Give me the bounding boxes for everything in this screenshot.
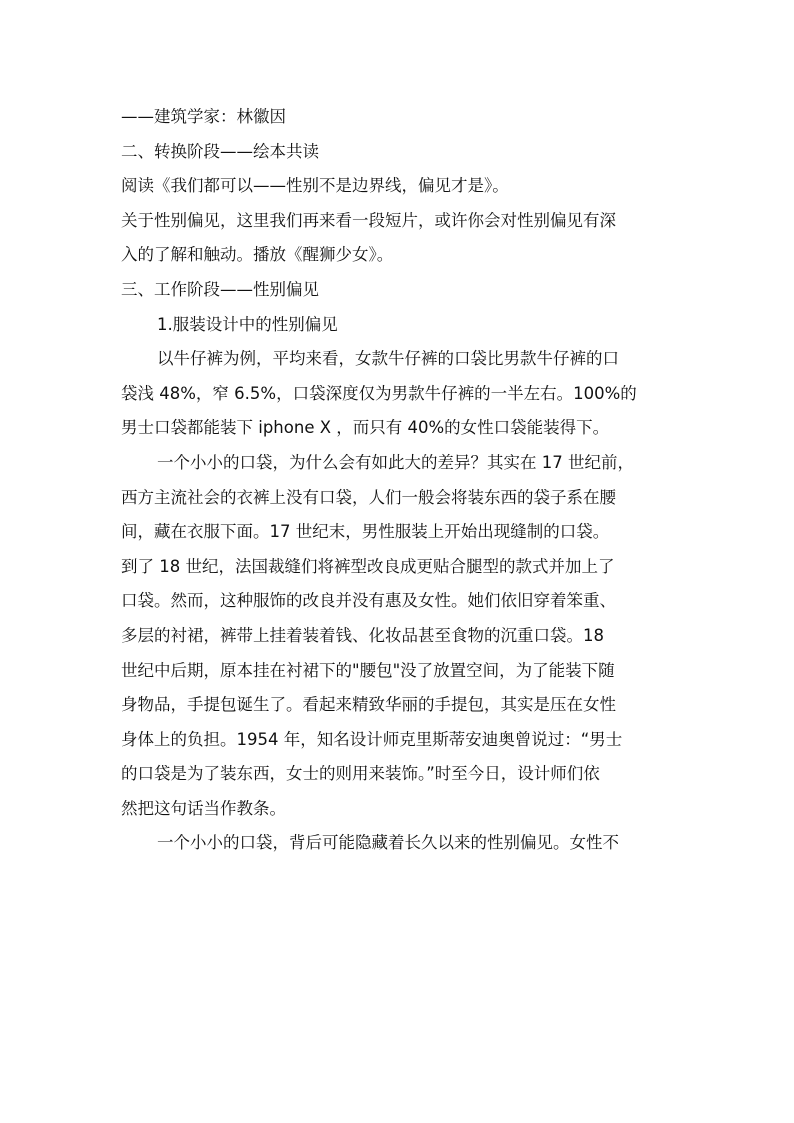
text-line: 阅读《我们都可以——性别不是边界线，偏见才是》。 [121, 176, 509, 196]
document-body [121, 100, 681, 861]
text-line: 身物品，手提包诞生了。看起来精致华丽的手提包，其实是压在女性 [121, 695, 616, 715]
section-heading: 三、工作阶段——性别偏见 [121, 279, 319, 299]
text-line: 身体上的负担。1954 年，知名设计师克里斯蒂安迪奥曾说过：“男士 [121, 729, 623, 749]
text-line: 的口袋是为了装东西，女士的则用来装饰。”时至今日，设计师们依 [121, 764, 600, 784]
text-line: 口袋。然而，这种服饰的改良并没有惠及女性。她们依旧穿着笨重、 [121, 591, 616, 611]
text-line: 袋浅 48%，窄 6.5%，口袋深度仅为男款牛仔裤的一半左右。100%的 [121, 383, 637, 403]
text-line: ——建筑学家：林徽因 [121, 107, 286, 126]
text-line: 间，藏在衣服下面。17 世纪末，男性服装上开始出现缝制的口袋。 [121, 522, 610, 542]
text-line: 关于性别偏见，这里我们再来看一段短片，或许你会对性别偏见有深 [121, 210, 616, 230]
text-line: 入的了解和触动。播放《醒狮少女》。 [121, 245, 394, 265]
text-line: 世纪中后期，原本挂在衬裙下的"腰包"没了放置空间，为了能装下随 [121, 660, 615, 680]
subsection-heading: 1.服装设计中的性别偏见 [157, 314, 338, 334]
text-line: 一个小小的口袋，背后可能隐藏着长久以来的性别偏见。女性不 [157, 833, 619, 853]
text-line: 然把这句话当作教条。 [121, 798, 286, 818]
text-line: 一个小小的口袋，为什么会有如此大的差异？其实在 17 世纪前， [157, 452, 634, 472]
text-line: 多层的衬裙，裤带上挂着装着钱、化妆品甚至食物的沉重口袋。18 [121, 625, 604, 645]
text-line: 到了 18 世纪，法国裁缝们将裤型改良成更贴合腿型的款式并加上了 [121, 556, 615, 576]
text-line: 以牛仔裤为例，平均来看，女款牛仔裤的口袋比男款牛仔裤的口 [157, 349, 619, 369]
text-line: 男士口袋都能装下 iphone X ，而只有 40%的女性口袋能装得下。 [121, 418, 610, 438]
section-heading: 二、转换阶段——绘本共读 [121, 141, 319, 161]
text-line: 西方主流社会的衣裤上没有口袋，人们一般会将装东西的袋子系在腰 [121, 487, 616, 507]
